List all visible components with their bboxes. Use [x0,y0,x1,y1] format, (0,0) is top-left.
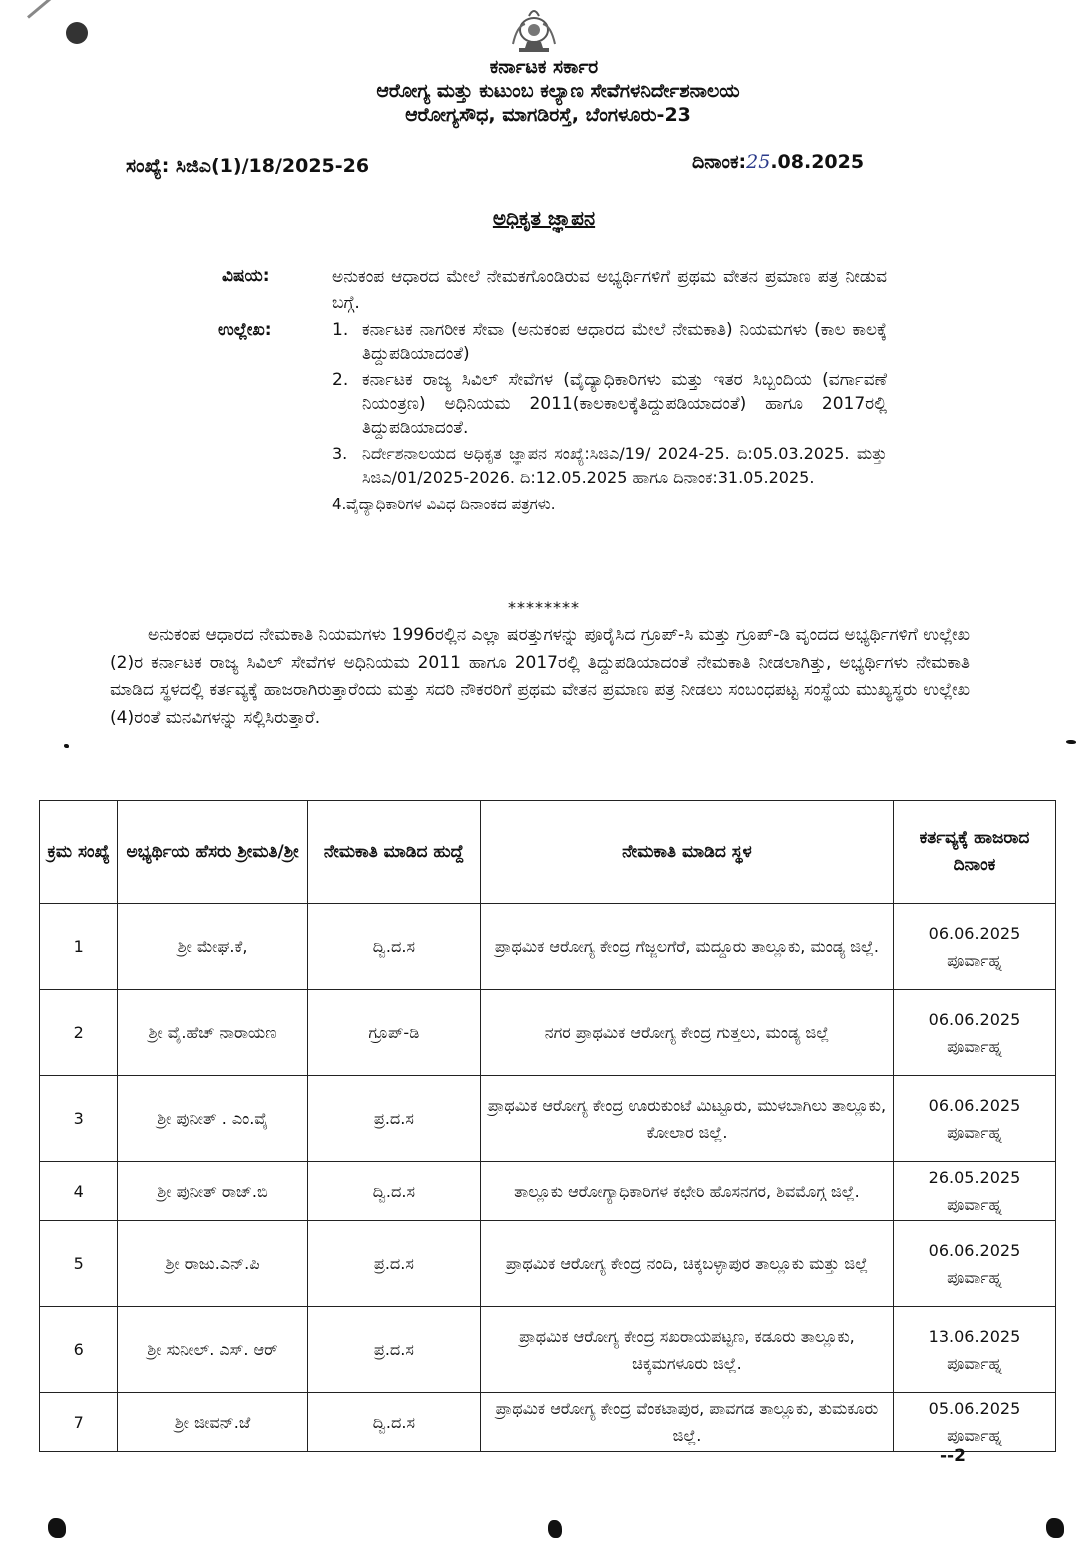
reference-item: 2. ಕರ್ನಾಟಕ ರಾಜ್ಯ ಸಿವಿಲ್ ಸೇವೆಗಳ (ವೈದ್ಯಾಧಿಕಾರಿಗಳು ಮತ್ತು ಇತರ ಸಿಬ್ಬಂದಿಯ (ವರ್ಗಾವಣೆ ನಿಯಂತ್ರಣ) ಅಧಿನಿಯಮ 2011(ಕಾಲಕಾಲಕ್ಕೆತಿದ್ದುಪಡಿಯಾದಂತೆ) ಹಾಗೂ 2017ರಲ್ಲಿ ತಿದ್ದುಪಡಿಯಾದಂತೆ. [332,370,887,438]
cell-place: ಪ್ರಾಥಮಿಕ ಆರೋಗ್ಯ ಕೇಂದ್ರ ನಂದಿ, ಚಿಕ್ಕಬಳ್ಳಾಪುರ ತಾಲ್ಲೂಕು ಮತ್ತು ಜಿಲ್ಲೆ [480,1221,893,1307]
table-row [40,990,1056,1076]
cell-date: 06.06.2025 ಪೂರ್ವಾಹ್ನ [893,904,1055,990]
cell-post: ಪ್ರ.ದ.ಸ [307,1307,480,1393]
cell-place: ತಾಲ್ಲೂಕು ಆರೋಗ್ಯಾಧಿಕಾರಿಗಳ ಕಛೇರಿ ಹೊಸನಗರ, ಶಿವಮೊಗ್ಗ ಜಿಲ್ಲೆ. [480,1162,893,1221]
reference-item: 1. ಕರ್ನಾಟಕ ನಾಗರೀಕ ಸೇವಾ (ಅನುಕಂಪ ಆಧಾರದ ಮೇಲೆ ನೇಮಕಾತಿ) ನಿಯಮಗಳು (ಕಾಲ ಕಾಲಕ್ಕೆ ತಿದ್ದುಪಡಿಯಾದಂತೆ) [332,320,887,364]
subject-label: ವಿಷಯ: [222,266,270,286]
table-row [40,1221,1056,1307]
cell-name: ಶ್ರೀ ಸುನೀಲ್. ಎಸ್. ಆರ್ [118,1307,307,1393]
cell-date: 26.05.2025 ಪೂರ್ವಾಹ್ನ [893,1162,1055,1221]
punch-mark [1046,1518,1064,1538]
punch-mark [1066,740,1076,744]
cell-name: ಶ್ರೀ ವೈ.ಹೆಚ್ ನಾರಾಯಣ [118,990,307,1076]
reference-item: 4. ವೈದ್ಯಾಧಿಕಾರಿಗಳ ವಿವಿಧ ದಿನಾಂಕದ ಪತ್ರಗಳು. [332,495,556,513]
body-paragraph: ಅನುಕಂಪ ಆಧಾರದ ನೇಮಕಾತಿ ನಿಯಮಗಳು 1996ರಲ್ಲಿನ ಎಲ್ಲಾ ಷರತ್ತುಗಳನ್ನು ಪೂರೈಸಿದ ಗ್ರೂಪ್-ಸಿ ಮತ್ತು ಗ್ರೂಪ್-ಡಿ ವೃಂದದ ಅಭ್ಯರ್ಥಿಗಳಿಗೆ ಉಲ್ಲೇಖ (2)ರ ಕರ್ನಾಟಕ ರಾಜ್ಯ ಸಿವಿಲ್ ಸೇವೆಗಳ ಅಧಿನಿಯಮ 2011 ಹಾಗೂ 2017ರಲ್ಲಿ ತಿದ್ದುಪಡಿಯಾದಂತೆ ನೇಮಕಾತಿ ನೀಡಲಾಗಿತ್ತು, ಅಭ್ಯರ್ಥಿಗಳು ನೇಮಕಾತಿ ಮಾಡಿದ ಸ್ಥಳದಲ್ಲಿ ಕರ್ತವ್ಯಕ್ಕೆ ಹಾಜರಾಗಿರುತ್ತಾರೆಂದು ಮತ್ತು ಸದರಿ ನೌಕರರಿಗೆ ಪ್ರಥಮ ವೇತನ ಪ್ರಮಾಣ ಪತ್ರ ನೀಡಲು ಸಂಬಂಧಪಟ್ಟ ಸಂಸ್ಥೆಯ ಮುಖ್ಯಸ್ಥರು ಉಲ್ಲೇಖ (4)ರಂತೆ ಮನವಿಗಳನ್ನು ಸಲ್ಲಿಸಿರುತ್ತಾರೆ. [110,625,970,728]
table-row [40,1307,1056,1393]
date-line [692,151,864,173]
reference-list [332,318,887,518]
col-header-sl: ಕ್ರಮ ಸಂಖ್ಯೆ [40,801,118,904]
ink-blot [66,22,88,44]
cell-place: ಪ್ರಾಥಮಿಕ ಆರೋಗ್ಯ ಕೇಂದ್ರ ಸಖರಾಯಪಟ್ಟಣ, ಕಡೂರು ತಾಲ್ಲೂಕು, ಚಿಕ್ಕಮಗಳೂರು ಜಿಲ್ಲೆ. [480,1307,893,1393]
table-row [40,1162,1056,1221]
punch-mark [64,744,69,748]
cell-date: 13.06.2025 ಪೂರ್ವಾಹ್ನ [893,1307,1055,1393]
col-header-date: ಕರ್ತವ್ಯಕ್ಕೆ ಹಾಜರಾದ ದಿನಾಂಕ [893,801,1055,904]
reference-item: 3. ನಿರ್ದೇಶನಾಲಯದ ಅಧಿಕೃತ ಜ್ಞಾಪನ ಸಂಖ್ಯೆ:ಸಿಜಿಎ/19/ 2024-25. ದಿ:05.03.2025. ಮತ್ತು ಸಿಜಿಎ/01/2025-2026. ದಿ:12.05.2025 ಹಾಗೂ ದಿನಾಂಕ:31.05.2025. [332,444,887,487]
cell-post: ಪ್ರ.ದ.ಸ [307,1221,480,1307]
header-department: ಆರೋಗ್ಯ ಮತ್ತು ಕುಟುಂಬ ಕಲ್ಯಾಣ ಸೇವೆಗಳನಿರ್ದೇಶನಾಲಯ [376,80,740,102]
cell-post: ದ್ವಿ.ದ.ಸ [307,1393,480,1452]
page-number: --2 [940,1446,966,1466]
cell-place: ಪ್ರಾಥಮಿಕ ಆರೋಗ್ಯ ಕೇಂದ್ರ ಗೆಜ್ಜಲಗೆರೆ, ಮದ್ದೂರು ತಾಲ್ಲೂಕು, ಮಂಡ್ಯ ಜಿಲ್ಲೆ. [480,904,893,990]
cell-place: ಪ್ರಾಥಮಿಕ ಆರೋಗ್ಯ ಕೇಂದ್ರ ಊರುಕುಂಟೆ ಮಿಟ್ಟೂರು, ಮುಳಬಾಗಿಲು ತಾಲ್ಲೂಕು, ಕೋಲಾರ ಜಿಲ್ಲೆ. [480,1076,893,1162]
cell-date: 06.06.2025 ಪೂರ್ವಾಹ್ನ [893,1221,1055,1307]
cell-post: ದ್ವಿ.ದ.ಸ [307,904,480,990]
col-header-name: ಅಭ್ಯರ್ಥಿಯ ಹೆಸರು ಶ್ರೀಮತಿ/ಶ್ರೀ [118,801,307,904]
cell-name: ಶ್ರೀ ಮೇಘ.ಕೆ, [118,904,307,990]
date-rest: .08.2025 [770,151,865,173]
cell-name: ಶ್ರೀ ಪುನೀತ್ . ಎಂ.ವೈ [118,1076,307,1162]
table-row [40,904,1056,990]
header-address: ಆರೋಗ್ಯಸೌಧ, ಮಾಗಡಿರಸ್ತೆ, ಬೆಂಗಳೂರು-23 [405,104,691,126]
cell-sl: 7 [40,1393,118,1452]
cell-post: ದ್ವಿ.ದ.ಸ [307,1162,480,1221]
cell-place: ಪ್ರಾಥಮಿಕ ಆರೋಗ್ಯ ಕೇಂದ್ರ ವೆಂಕಟಾಪುರ, ಪಾವಗಡ ತಾಲ್ಲೂಕು, ತುಮಕೂರು ಜಿಲ್ಲೆ. [480,1393,893,1452]
cell-sl: 3 [40,1076,118,1162]
cell-date: 05.06.2025 ಪೂರ್ವಾಹ್ನ [893,1393,1055,1452]
cell-name: ಶ್ರೀ ರಾಜು.ಎನ್.ಪಿ [118,1221,307,1307]
candidates-table [39,800,1056,1452]
cell-sl: 4 [40,1162,118,1221]
punch-mark [48,1518,66,1538]
memo-title: ಅಧಿಕೃತ ಜ್ಞಾಪನ [492,206,596,230]
cell-post: ಗ್ರೂಪ್-ಡಿ [307,990,480,1076]
cell-name: ಶ್ರೀ ಜೀವನ್.ಜೆ [118,1393,307,1452]
date-day-handwritten: 25 [746,151,771,173]
table-row [40,1076,1056,1162]
punch-mark [548,1520,562,1538]
header-government: ಕರ್ನಾಟಕ ಸರ್ಕಾರ [489,56,599,78]
cell-sl: 5 [40,1221,118,1307]
cell-sl: 6 [40,1307,118,1393]
table-header-row [40,801,1056,904]
cell-date: 06.06.2025 ಪೂರ್ವಾಹ್ನ [893,990,1055,1076]
col-header-post: ನೇಮಕಾತಿ ಮಾಡಿದ ಹುದ್ದೆ [307,801,480,904]
separator: ******** [508,598,580,617]
cell-place: ನಗರ ಪ್ರಾಥಮಿಕ ಆರೋಗ್ಯ ಕೇಂದ್ರ ಗುತ್ತಲು, ಮಂಡ್ಯ ಜಿಲ್ಲೆ [480,990,893,1076]
reference-number: ಸಂಖ್ಯೆ: ಸಿಜಿಎ(1)/18/2025-26 [126,155,370,177]
pen-mark [27,0,60,19]
col-header-place: ನೇಮಕಾತಿ ಮಾಡಿದ ಸ್ಥಳ [480,801,893,904]
cell-post: ಪ್ರ.ದ.ಸ [307,1076,480,1162]
date-label: ದಿನಾಂಕ: [692,151,747,173]
subject-text: ಅನುಕಂಪ ಆಧಾರದ ಮೇಲೆ ನೇಮಕಗೊಂಡಿರುವ ಅಭ್ಯರ್ಥಿಗಳಿಗೆ ಪ್ರಥಮ ವೇತನ ಪ್ರಮಾಣ ಪತ್ರ ನೀಡುವ ಬಗ್ಗೆ. [332,267,887,313]
cell-sl: 1 [40,904,118,990]
cell-sl: 2 [40,990,118,1076]
table-row [40,1393,1056,1452]
cell-name: ಶ್ರೀ ಪುನೀತ್ ರಾಜ್.ಬಿ [118,1162,307,1221]
karnataka-emblem-icon [503,4,565,54]
reference-label: ಉಲ್ಲೇಖ: [218,320,272,340]
cell-date: 06.06.2025 ಪೂರ್ವಾಹ್ನ [893,1076,1055,1162]
